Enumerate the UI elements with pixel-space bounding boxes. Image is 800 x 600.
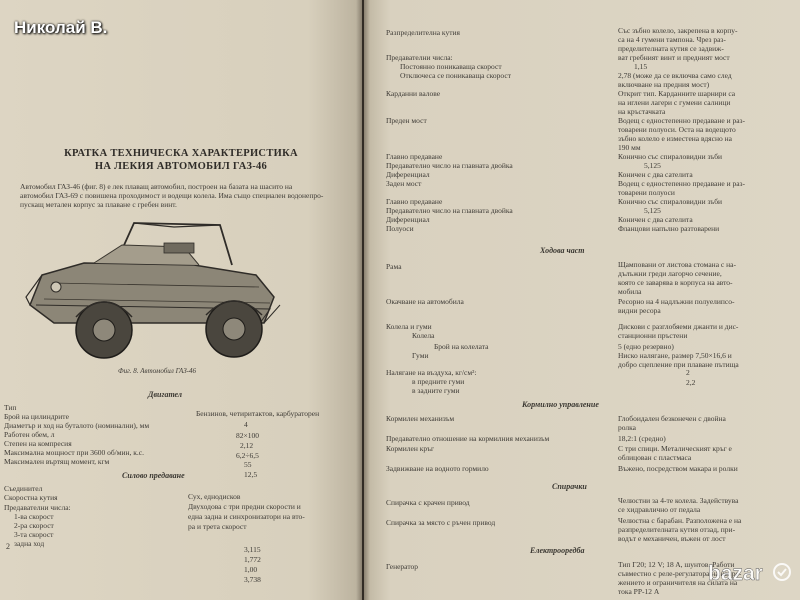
spec-value: Глобоидален безконечен с двойна xyxy=(618,414,726,423)
spec-label: Диференциал xyxy=(386,170,430,179)
spec-value: ват гребният винт и предният мост xyxy=(618,53,730,62)
spec-label: Работен обем, л xyxy=(4,430,55,439)
spec-value: товарени полуоси xyxy=(618,188,675,197)
spec-label: Задвижване на водното гормило xyxy=(386,464,489,473)
spec-label: задна ход xyxy=(14,539,45,548)
right-page xyxy=(364,0,800,600)
spec-value: С три спици. Металическият кръг е xyxy=(618,444,732,453)
spec-value: на иглени лагери с гумени салници xyxy=(618,98,731,107)
spec-value: Челюстна с барабан. Разположена е на xyxy=(618,516,742,525)
spec-label: Съединител xyxy=(4,484,43,493)
spec-value: Коничен с два сателита xyxy=(618,215,693,224)
spec-value: 18,2:1 (средно) xyxy=(618,434,666,443)
spec-label: Кормилен механизъм xyxy=(386,414,455,423)
spec-value: която се заварява в корпуса на авто- xyxy=(618,278,733,287)
spec-label: Предавателно отношение на кормилния механизъм xyxy=(386,434,550,443)
intro-line: пускащ метален корпус за плаване с гребен винт. xyxy=(20,200,177,209)
spec-label: Преден мост xyxy=(386,116,427,125)
spec-label: Гуми xyxy=(412,351,429,360)
spec-value: 190 мм xyxy=(618,143,641,152)
spec-label: 3-та скорост xyxy=(14,530,54,539)
left-page xyxy=(0,0,362,600)
spec-label: Окачване на автомобила xyxy=(386,297,464,306)
section-heading-power: Силово предаване xyxy=(122,471,185,480)
spec-label: Предавателни числа: xyxy=(386,53,453,62)
amphibious-car-illustration xyxy=(24,205,286,365)
section-heading-brakes: Спирачки xyxy=(552,482,587,491)
spec-value: 2 xyxy=(686,368,690,377)
spec-value: Фланцови напълно разтоварени xyxy=(618,224,720,233)
spec-label: Скоростна кутия xyxy=(4,493,58,502)
spec-value: 1,15 xyxy=(634,62,648,71)
section-heading-steering: Кормилно управление xyxy=(522,400,599,409)
spec-value: Ниско налягане, размер 7,50×16,6 и xyxy=(618,351,732,360)
spec-value: Щамповани от листова стомана с на- xyxy=(618,260,736,269)
spec-value: Двуходова с три предни скорости и xyxy=(188,502,301,511)
spec-value: Челюстни за 4-те колела. Задействува xyxy=(618,496,739,505)
section-heading-engine: Двигател xyxy=(148,390,183,399)
spec-label: Постоянно поникаваща скорост xyxy=(400,62,502,71)
spec-value: разпределителната кутия отзад, при- xyxy=(618,525,736,534)
bazar-logo-text: bazar xyxy=(708,562,763,585)
spec-value: 2,12 xyxy=(240,441,254,450)
spec-label: в предните гуми xyxy=(412,377,465,386)
spec-label: Колела xyxy=(412,331,435,340)
spec-label: Максимален въртящ момент, кгм xyxy=(4,457,110,466)
spec-value: тока РР-12 А xyxy=(618,587,660,596)
spec-value: Конично със спираловидни зъби xyxy=(618,197,723,206)
spec-label: Отключеса се поникаваща скорост xyxy=(400,71,511,80)
spec-label: Степен на компресия xyxy=(4,439,72,448)
intro-line: Автомобил ГАЗ-46 (фиг. 8) е лек плаващ автомобил, построен на базата на шасито на xyxy=(20,182,293,191)
spec-value: 12,5 xyxy=(244,470,258,479)
spec-value: Коничен с два сателита xyxy=(618,170,693,179)
spec-value: една задна и синхронизатори на вто- xyxy=(188,512,305,521)
spec-value: 3,115 xyxy=(244,545,261,554)
figure-caption: Фиг. 8. Автомобил ГАЗ-46 xyxy=(118,367,197,375)
spec-value: Сух, еднодисков xyxy=(188,492,241,501)
spec-label: Предавателно число на главната двойка xyxy=(386,206,513,215)
spec-label: Брой на колелата xyxy=(434,342,489,351)
spec-value: жението и ограничителя на силата на xyxy=(618,578,738,587)
page-title-line1: КРАТКА ТЕХНИЧЕСКА ХАРАКТЕРИСТИКА xyxy=(64,148,298,159)
spec-label: Кормилен кръг xyxy=(386,444,435,453)
spec-value: видни ресора xyxy=(618,306,661,315)
spec-value: Водещ с едностепенно предаване и раз- xyxy=(618,116,746,125)
spec-label: Налягане на въздуха, кг/см²: xyxy=(386,368,477,377)
spec-label: 1-ва скорост xyxy=(14,512,54,521)
spec-value: облицован с пластмаса xyxy=(618,453,692,462)
spec-label: в задните гуми xyxy=(412,386,460,395)
spec-value: съвместно с реле-регулатора на напре- xyxy=(618,569,742,578)
spec-value: ролка xyxy=(618,423,637,432)
spec-label: Заден мост xyxy=(386,179,422,188)
intro-line: автомобил ГАЗ-69 с повишена проходимост и водещи колела. Има също специален водонепро- xyxy=(20,191,324,200)
spec-value: ра и трета скорост xyxy=(188,522,247,531)
spec-value: включване на предния мост) xyxy=(618,80,710,89)
spec-label: 2-ра скорост xyxy=(14,521,54,530)
spec-value: товарени полуоси. Оста на водещото xyxy=(618,125,736,134)
spec-label: Диференциал xyxy=(386,215,430,224)
bazar-logo-icon xyxy=(708,556,792,590)
spec-value: пределителната кутия се задвиж- xyxy=(618,44,724,53)
section-heading-chassis: Ходова част xyxy=(540,246,585,255)
spec-value: 5 (едно резервно) xyxy=(618,342,674,351)
spec-value: Ресорно на 4 надлъжни полуелипсо- xyxy=(618,297,735,306)
spec-value: 82×100 xyxy=(236,431,259,440)
spec-label: Спирачка с крачен привод xyxy=(386,498,470,507)
spec-value: Бензинов, четиритактов, карбураторен xyxy=(196,409,320,418)
spec-value: 5,125 xyxy=(644,206,661,215)
spec-label: Главно предаване xyxy=(386,197,443,206)
section-heading-electrics: Електрооредба xyxy=(530,546,585,555)
spec-label: Максимална мощност при 3600 об/мин, к.с. xyxy=(4,448,144,457)
spec-label: Предавателни числа: xyxy=(4,503,71,512)
page-title-line2: НА ЛЕКИЯ АВТОМОБИЛ ГАЗ-46 xyxy=(94,161,268,172)
spec-value: 55 xyxy=(244,460,252,469)
spec-value: 2,78 (може да се включва само след xyxy=(618,71,732,80)
spec-label: Генератор xyxy=(386,562,418,571)
spec-value: се хидравлично от педала xyxy=(618,505,701,514)
spec-label: Полуоси xyxy=(386,224,414,233)
spec-value: Със зъбно колело, закрепена в корпу- xyxy=(618,26,738,35)
spec-value: Дискови с разглобяеми джанти и дис- xyxy=(618,322,739,331)
spec-value: станционни пръстени xyxy=(618,331,688,340)
book-gutter xyxy=(356,0,370,600)
spec-label: Разпределителна кутия xyxy=(386,28,460,37)
spec-value: 2,2 xyxy=(686,378,696,387)
spec-value: добро сцепление при плаване пътища xyxy=(618,360,739,369)
spec-label: Спирачка за място с ръчен привод xyxy=(386,518,496,527)
spec-label: Предавателно число на главната двойка xyxy=(386,161,513,170)
spec-value: Водещ с едностепенно предаване и раз- xyxy=(618,179,746,188)
spec-value: Тип Г20; 12 V; 18 A, шунтов. Работи xyxy=(618,560,735,569)
spec-value: мобила xyxy=(618,287,642,296)
spec-label: Диаметър и ход на буталото (номинални), мм xyxy=(4,421,150,430)
spec-label: Карданни валове xyxy=(386,89,441,98)
spec-value: 4 xyxy=(244,420,248,429)
spec-value: 1,772 xyxy=(244,555,261,564)
spec-label: Главно предаване xyxy=(386,152,443,161)
page-number: 2 xyxy=(6,542,10,551)
spec-value: са на 4 гумени тампона. Чрез раз- xyxy=(618,35,726,44)
spec-label: Тип xyxy=(4,403,17,412)
spec-value: Въжено, посредством макара и ролки xyxy=(618,464,738,473)
spec-value: 6,2÷6,5 xyxy=(236,451,259,460)
spec-value: водът е механичен, въжен от лост xyxy=(618,534,726,543)
spec-value: на кръстачката xyxy=(618,107,666,116)
spec-label: Рама xyxy=(386,262,402,271)
spec-value: зъбно колело е изместена вдясно на xyxy=(618,134,732,143)
spec-value: Конично със спираловидни зъби xyxy=(618,152,723,161)
uploader-name: Николай В. xyxy=(14,18,108,37)
spec-value: 3,738 xyxy=(244,575,261,584)
spec-value: 1,00 xyxy=(244,565,258,574)
spec-label: Брой на цилиндрите xyxy=(4,412,69,421)
bazar-logo-watermark xyxy=(708,556,792,590)
spec-value: дълъжни греди лагорчо сечение, xyxy=(618,269,722,278)
spec-label: Колела и гуми xyxy=(386,322,432,331)
spec-value: Открит тип. Карданните шарнири са xyxy=(618,89,736,98)
spec-value: 5,125 xyxy=(644,161,661,170)
